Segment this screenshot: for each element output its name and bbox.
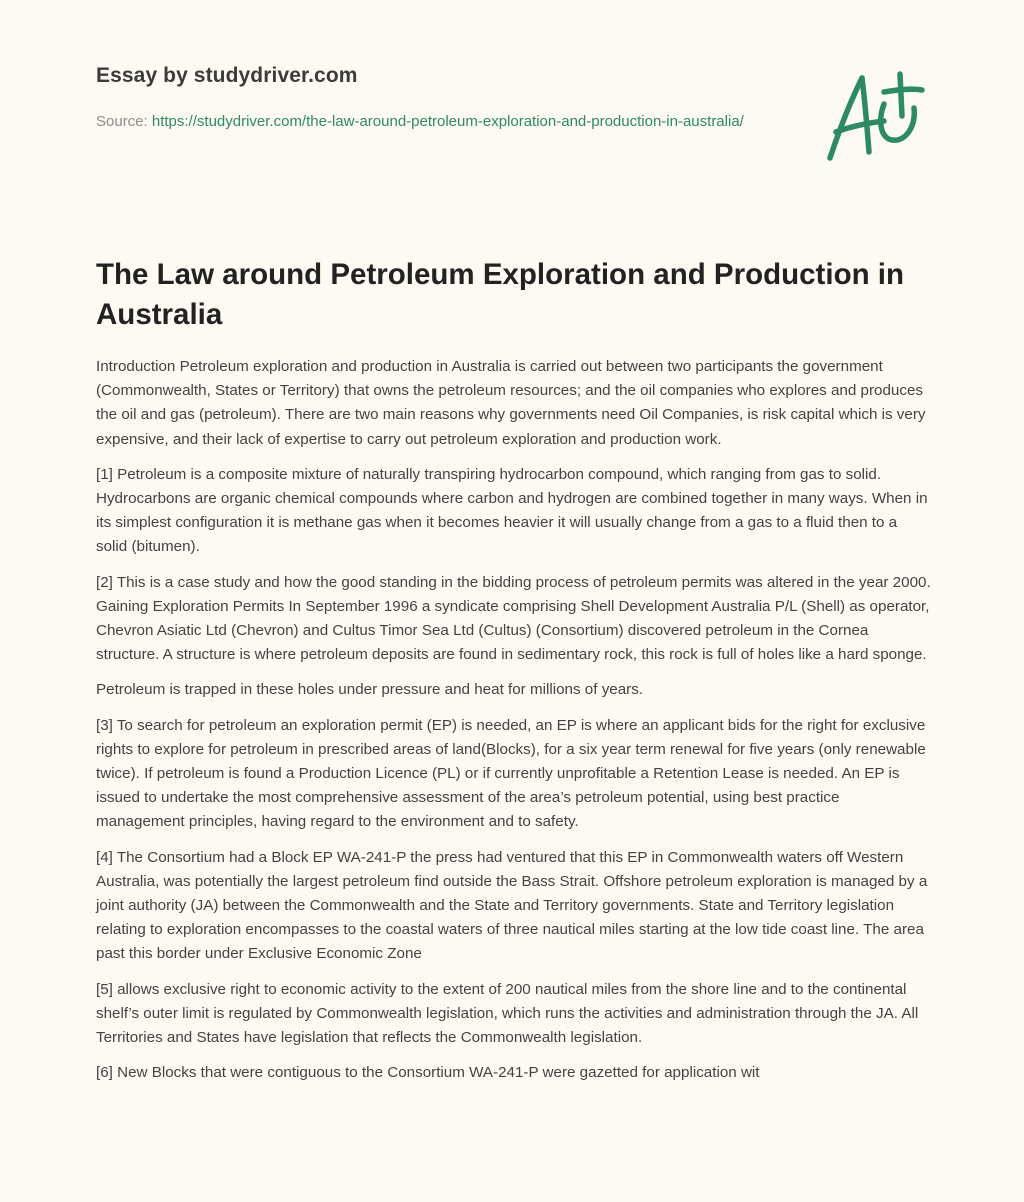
- essay-paragraph: [1] Petroleum is a composite mixture of naturally transpiring hydrocarbon compound, which ranging from gas to solid. Hydrocarbons are organic chemical compounds where carbon and hydrogen are combined together in many ways. When in its simplest configuration it is methane gas when it becomes heavier it will usually change from a gas to a fluid then to a solid (bitumen).: [96, 465, 928, 556]
- essay-paragraph: [4] The Consortium had a Block EP WA-241-P the press had ventured that this EP in Commonwealth waters off Western Australia, was potentially the largest petroleum find outside the Bass Strait. Offshore petroleum exploration is managed by a joint authority (JA) between the Commonwealth and the State and Territory governments. State and Territory legislation relating to exploration encompasses to the coastal waters of three nautical miles starting at the low tide coast line. The area past this border under Exclusive Economic Zone: [96, 848, 928, 963]
- a-plus-logo: [822, 68, 928, 164]
- source-link[interactable]: https://studydriver.com/the-law-around-petroleum-exploration-and-production-in-australia/: [151, 113, 744, 130]
- essay-paragraph: [5] allows exclusive right to economic activity to the extent of 200 nautical miles from the shore line and to the continental shelf’s outer limit is regulated by Commonwealth legislation, which runs the activities and administration through the JA. All Territories and States have legislation that reflects the Commonwealth legislation.: [96, 980, 919, 1047]
- essay-title: The Law around Petroleum Exploration and Production in Australia: [96, 258, 905, 331]
- essay-paragraph: Introduction Petroleum exploration and production in Australia is carried out between two participants the government (Commonwealth, States or Territory) that owns the petroleum resources; and the oil companies who explores and produces the oil and gas (petroleum). There are two main reasons why governments need Oil Companies, is risk capital which is very expensive, and their lack of expertise to carry out petroleum exploration and production work.: [96, 358, 926, 448]
- essay-paragraph: Petroleum is trapped in these holes under pressure and heat for millions of years.: [96, 681, 644, 699]
- essay-paragraph: [2] This is a case study and how the good standing in the bidding process of petroleum permits was altered in the year 2000. Gaining Exploration Permits In September 1996 a syndicate comprising Shell Development Australia P/L (Shell) as operator, Chevron Asiatic Ltd (Chevron) and Cultus Timor Sea Ltd (Cultus) (Consortium) discovered petroleum in the Cornea structure. A structure is where petroleum deposits are found in sedimentary rock, this rock is full of holes like a hard sponge.: [96, 573, 931, 664]
- site-title: Essay by studydriver.com: [96, 64, 358, 87]
- essay-body: [96, 355, 931, 1096]
- source-line: [96, 111, 756, 133]
- source-label: Source:: [96, 113, 148, 130]
- essay-paragraph: [3] To search for petroleum an exploration permit (EP) is needed, an EP is where an applicant bids for the right for exclusive rights to explore for petroleum in prescribed areas of land(Blocks), for a six year term renewal for five years (only renewable twice). If petroleum is found a Production Licence (PL) or if currently unprofitable a Retention Lease is needed. An EP is issued to undertake the most comprehensive assessment of the area’s petroleum potential, using best practice management principles, having regard to the environment and to safety.: [96, 716, 926, 831]
- essay-paragraph: [6] New Blocks that were contiguous to the Consortium WA-241-P were gazetted for application wit: [96, 1064, 760, 1082]
